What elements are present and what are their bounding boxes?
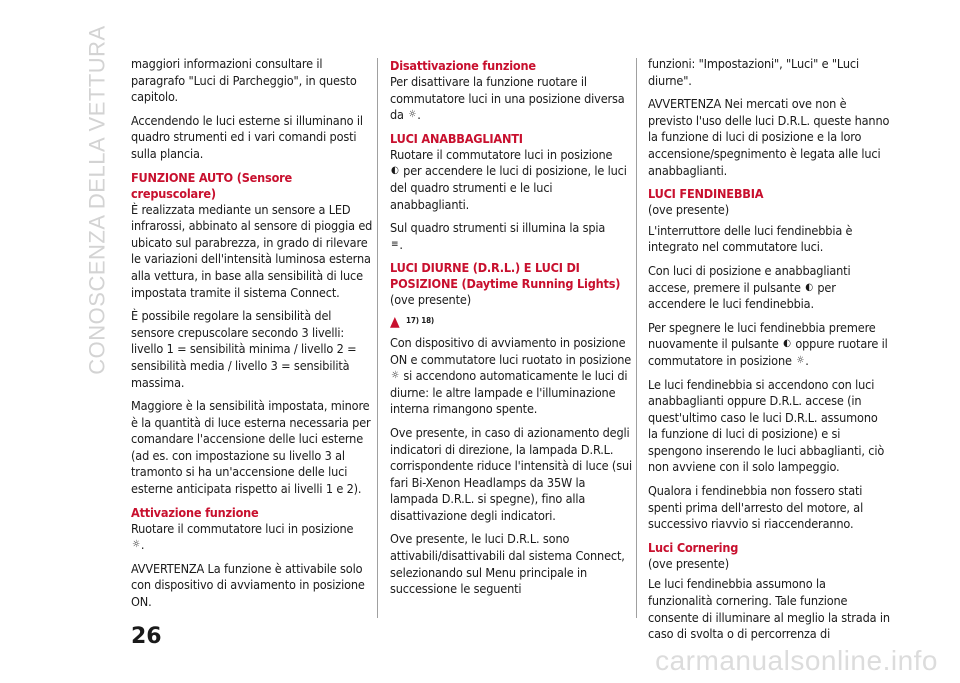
warning-triangle-icon: ▲	[390, 313, 400, 330]
paragraph: L'interruttore delle luci fendinebbia è integrato nel commutatore luci.	[648, 222, 853, 255]
warning-refs: 17) 18)	[406, 315, 435, 325]
page-number: 26	[131, 624, 162, 649]
paragraph: AVVERTENZA La funzione è attivabile solo con dispositivo di avviamento in posizione ON.	[131, 560, 365, 610]
paragraph: Per disattivare la funzione ruotare il commutatore luci in una posizione diversa da ☼.	[390, 74, 625, 123]
paragraph: maggiori informazioni consultare il paragrafo "Luci di Parcheggio", in questo capitolo.	[131, 56, 357, 105]
fog-light-icon: ◐	[805, 281, 813, 293]
section-heading-low-beam: LUCI ANABBAGLIANTI	[390, 130, 523, 146]
auto-light-icon: ☼	[796, 354, 805, 366]
subtitle: (ove presente)	[390, 292, 471, 308]
paragraph: funzioni: "Impostazioni", "Luci" e "Luci diurne".	[648, 56, 859, 88]
paragraph: Ruotare il commutatore luci in posizione ☼.	[131, 520, 354, 553]
auto-light-icon: ☼	[391, 370, 399, 382]
watermark: carmanualsonline.info	[655, 645, 938, 676]
chapter-title-text: CONOSCENZA DELLA VETTURA	[85, 25, 111, 375]
paragraph: Con dispositivo di avviamento in posizione ON e commutatore luci ruotato in posizione ☼ si accendono automaticamente le luci di diurne: le altre lampade e l'illuminazione interna rimangono spente.	[390, 334, 632, 417]
section-heading-deactivation: Disattivazione funzione	[390, 58, 536, 73]
paragraph: Accendendo le luci esterne si illuminano il quadro strumenti ed i vari comandi posti sulla plancia.	[131, 112, 363, 161]
column-middle	[390, 56, 632, 605]
section-heading-fog-lights: LUCI FENDINEBBIA	[648, 186, 764, 202]
warning-reference	[390, 313, 632, 329]
subtitle: (ove presente)	[648, 555, 729, 571]
paragraph: È realizzata mediante un sensore a LED infrarossi, abbinato al sensore di pioggia ed ubicato sul parabrezza, in grado di rilevare le variazioni dell'intensità luminosa esterna alla vettura, in base alla sensibilità di luce impostata tramite il sistema Connect.	[131, 201, 373, 300]
chapter-side-title	[78, 25, 118, 375]
low-beam-warning-light-icon: ≡	[391, 238, 399, 250]
auto-light-icon: ☼	[408, 109, 417, 121]
paragraph: Per spegnere le luci fendinebbia premere nuovamente il pulsante ◐ oppure ruotare il commutatore in posizione ☼.	[648, 319, 888, 368]
fog-light-icon: ◐	[783, 338, 791, 350]
paragraph: Ruotare il commutatore luci in posizione ◐ per accendere le luci di posizione, le luci del quadro strumenti e le luci anabbaglianti.	[390, 146, 627, 212]
low-beam-icon: ◐	[391, 165, 399, 177]
column-right	[648, 56, 890, 650]
section-heading-cornering: Luci Cornering	[648, 539, 739, 555]
paragraph: Sul quadro strumenti si illumina la spia ≡.	[390, 220, 606, 252]
paragraph-text: Ruotare il commutatore luci in posizione	[131, 520, 354, 536]
section-heading-activation: Attivazione funzione	[131, 504, 259, 520]
column-divider	[636, 58, 637, 618]
section-heading-auto: FUNZIONE AUTO (Sensore crepuscolare)	[131, 169, 293, 201]
paragraph: È possibile regolare la sensibilità del sensore crepuscolare secondo 3 livelli: livello 1 = sensibilità minima / livello 2 = sensibilità media / livello 3 = sensibilità massima.	[131, 308, 357, 390]
paragraph: Ove presente, le luci D.R.L. sono attivabili/disattivabili dal sistema Connect, selezionando sul Menu principale in successione le seguenti	[390, 531, 625, 597]
column-divider	[377, 58, 378, 618]
paragraph: Con luci di posizione e anabbaglianti accese, premere il pulsante ◐ per accendere le luci fendinebbia.	[648, 262, 851, 312]
section-heading-drl: LUCI DIURNE (D.R.L.) E LUCI DI POSIZIONE (Daytime Running Lights)	[390, 260, 621, 292]
paragraph: Le luci fendinebbia assumono la funzionalità cornering. Tale funzione consente di illuminare al meglio la strada in caso di svolta o di percorrenza di	[648, 576, 890, 642]
subtitle: (ove presente)	[648, 202, 729, 218]
paragraph: Maggiore è la sensibilità impostata, minore è la quantità di luce esterna necessaria per comandare l'accensione delle luci esterne (ad es. con impostazione su livello 3 al tramonto si ha un'accensione delle luci esterne anticipata rispetto ai livelli 1 e 2).	[131, 398, 371, 497]
paragraph: AVVERTENZA Nei mercati ove non è previsto l'uso delle luci D.R.L. queste hanno la funzione di luci di posizione e la loro accensione/spegnimento è legata alle luci anabbaglianti.	[648, 96, 890, 178]
auto-light-icon: ☼	[132, 539, 140, 551]
column-left	[131, 56, 373, 618]
paragraph: Ove presente, in caso di azionamento degli indicatori di direzione, la lampada D.R.L. corrispondente riduce l'intensità di luce (sui fari Bi-Xenon Headlamps da 35W la lampada D.R.L. si spegne), fino alla disattivazione degli indicatori.	[390, 424, 632, 523]
paragraph: Le luci fendinebbia si accendono con luci anabbaglianti oppure D.R.L. accese (in quest'ultimo caso le luci D.R.L. assumono la funzione di luci di posizione) e si spengono inserendo le luci abbaglianti, ciò non avviene con il solo lampeggio.	[648, 376, 885, 475]
paragraph: Qualora i fendinebbia non fossero stati spenti prima dell'arresto del motore, al successivo riavvio si riaccenderanno.	[648, 483, 864, 532]
